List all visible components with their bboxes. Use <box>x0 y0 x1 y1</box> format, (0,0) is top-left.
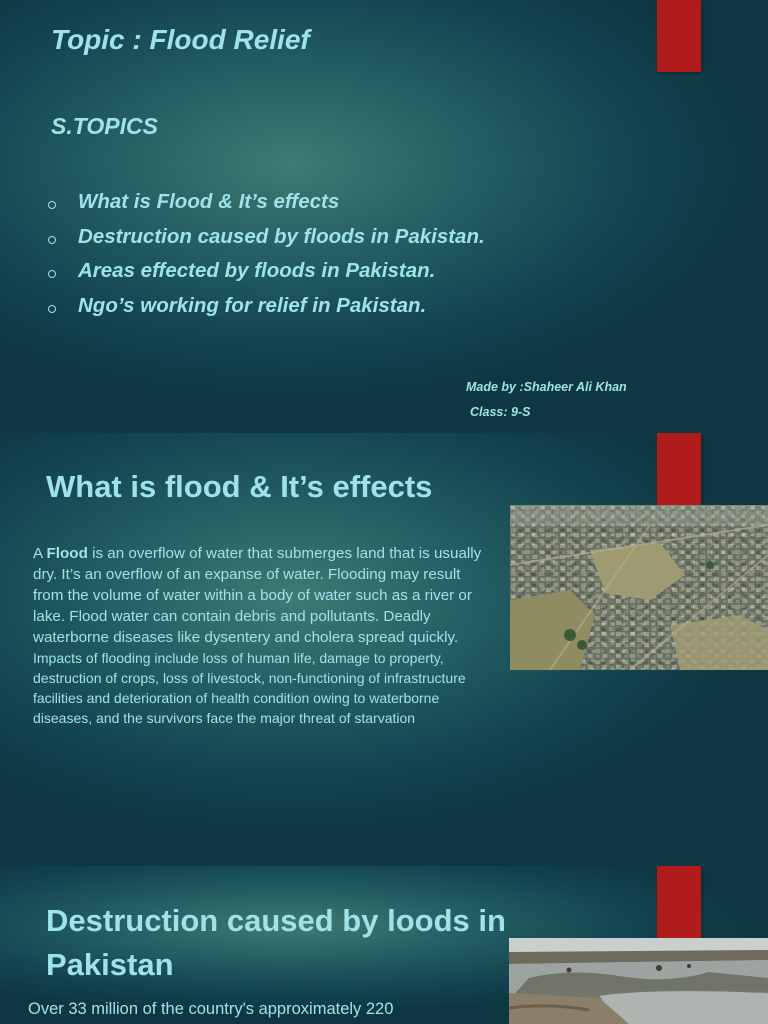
slide-2 <box>0 433 768 865</box>
slide-3-title: Destruction caused by loods in Pakistan <box>46 903 506 982</box>
class-label: Class: 9-S <box>470 405 531 419</box>
aerial-flood-image <box>510 505 768 670</box>
flood-definition-text <box>33 543 483 728</box>
flood-term: Flood <box>46 545 88 562</box>
subtopics-heading: S.TOPICS <box>51 113 158 139</box>
list-item-text: Areas effected by floods in Pakistan. <box>78 259 436 282</box>
aerial-flood-photo <box>510 505 768 670</box>
author-credit: Made by :Shaheer Ali Khan <box>466 380 627 394</box>
list-item <box>48 225 485 260</box>
flood-landscape-photo <box>509 938 768 1024</box>
list-item-text: Ngo’s working for relief in Pakistan. <box>78 293 427 317</box>
text-prefix: A <box>33 545 47 562</box>
subtopics-list <box>48 190 485 328</box>
circle-bullet-icon <box>48 305 56 313</box>
list-item <box>48 259 485 294</box>
circle-bullet-icon <box>48 270 56 278</box>
circle-bullet-icon <box>48 236 56 244</box>
flood-landscape-image <box>509 938 768 1024</box>
circle-bullet-icon <box>48 201 56 209</box>
list-item-text: What is Flood & It’s effects <box>78 190 340 213</box>
red-accent-bar <box>657 866 701 938</box>
list-item <box>48 294 485 329</box>
statistic-text: Over 33 million of the country's approximately 220 <box>28 1000 394 1018</box>
slide-3 <box>0 866 768 1024</box>
definition-paragraph: is an overflow of water that submerges land that is usually dry. It’s an overflow of an expanse of water. Flooding may result from the volume of water within a body of water such as a river or lake. Flood water can contain debris and pollutants. Deadly waterborne diseases like dysentery and cholera spread quickly. <box>33 545 482 646</box>
list-item <box>48 190 485 225</box>
slide-1-title: Topic : Flood Relief <box>51 24 310 55</box>
impacts-paragraph: Impacts of flooding include loss of human life, damage to property, destruction of crops, loss of livestock, non-functioning of infrastructure facilities and deterioration of health condition owing to waterborne diseases, and the survivors face the major threat of starvation <box>33 650 466 726</box>
red-accent-bar <box>657 0 701 72</box>
list-item-text: Destruction caused by floods in Pakistan. <box>78 224 485 248</box>
slide-1 <box>0 0 768 432</box>
slide-2-title: What is flood & It’s effects <box>46 469 433 504</box>
red-accent-bar <box>657 433 701 505</box>
